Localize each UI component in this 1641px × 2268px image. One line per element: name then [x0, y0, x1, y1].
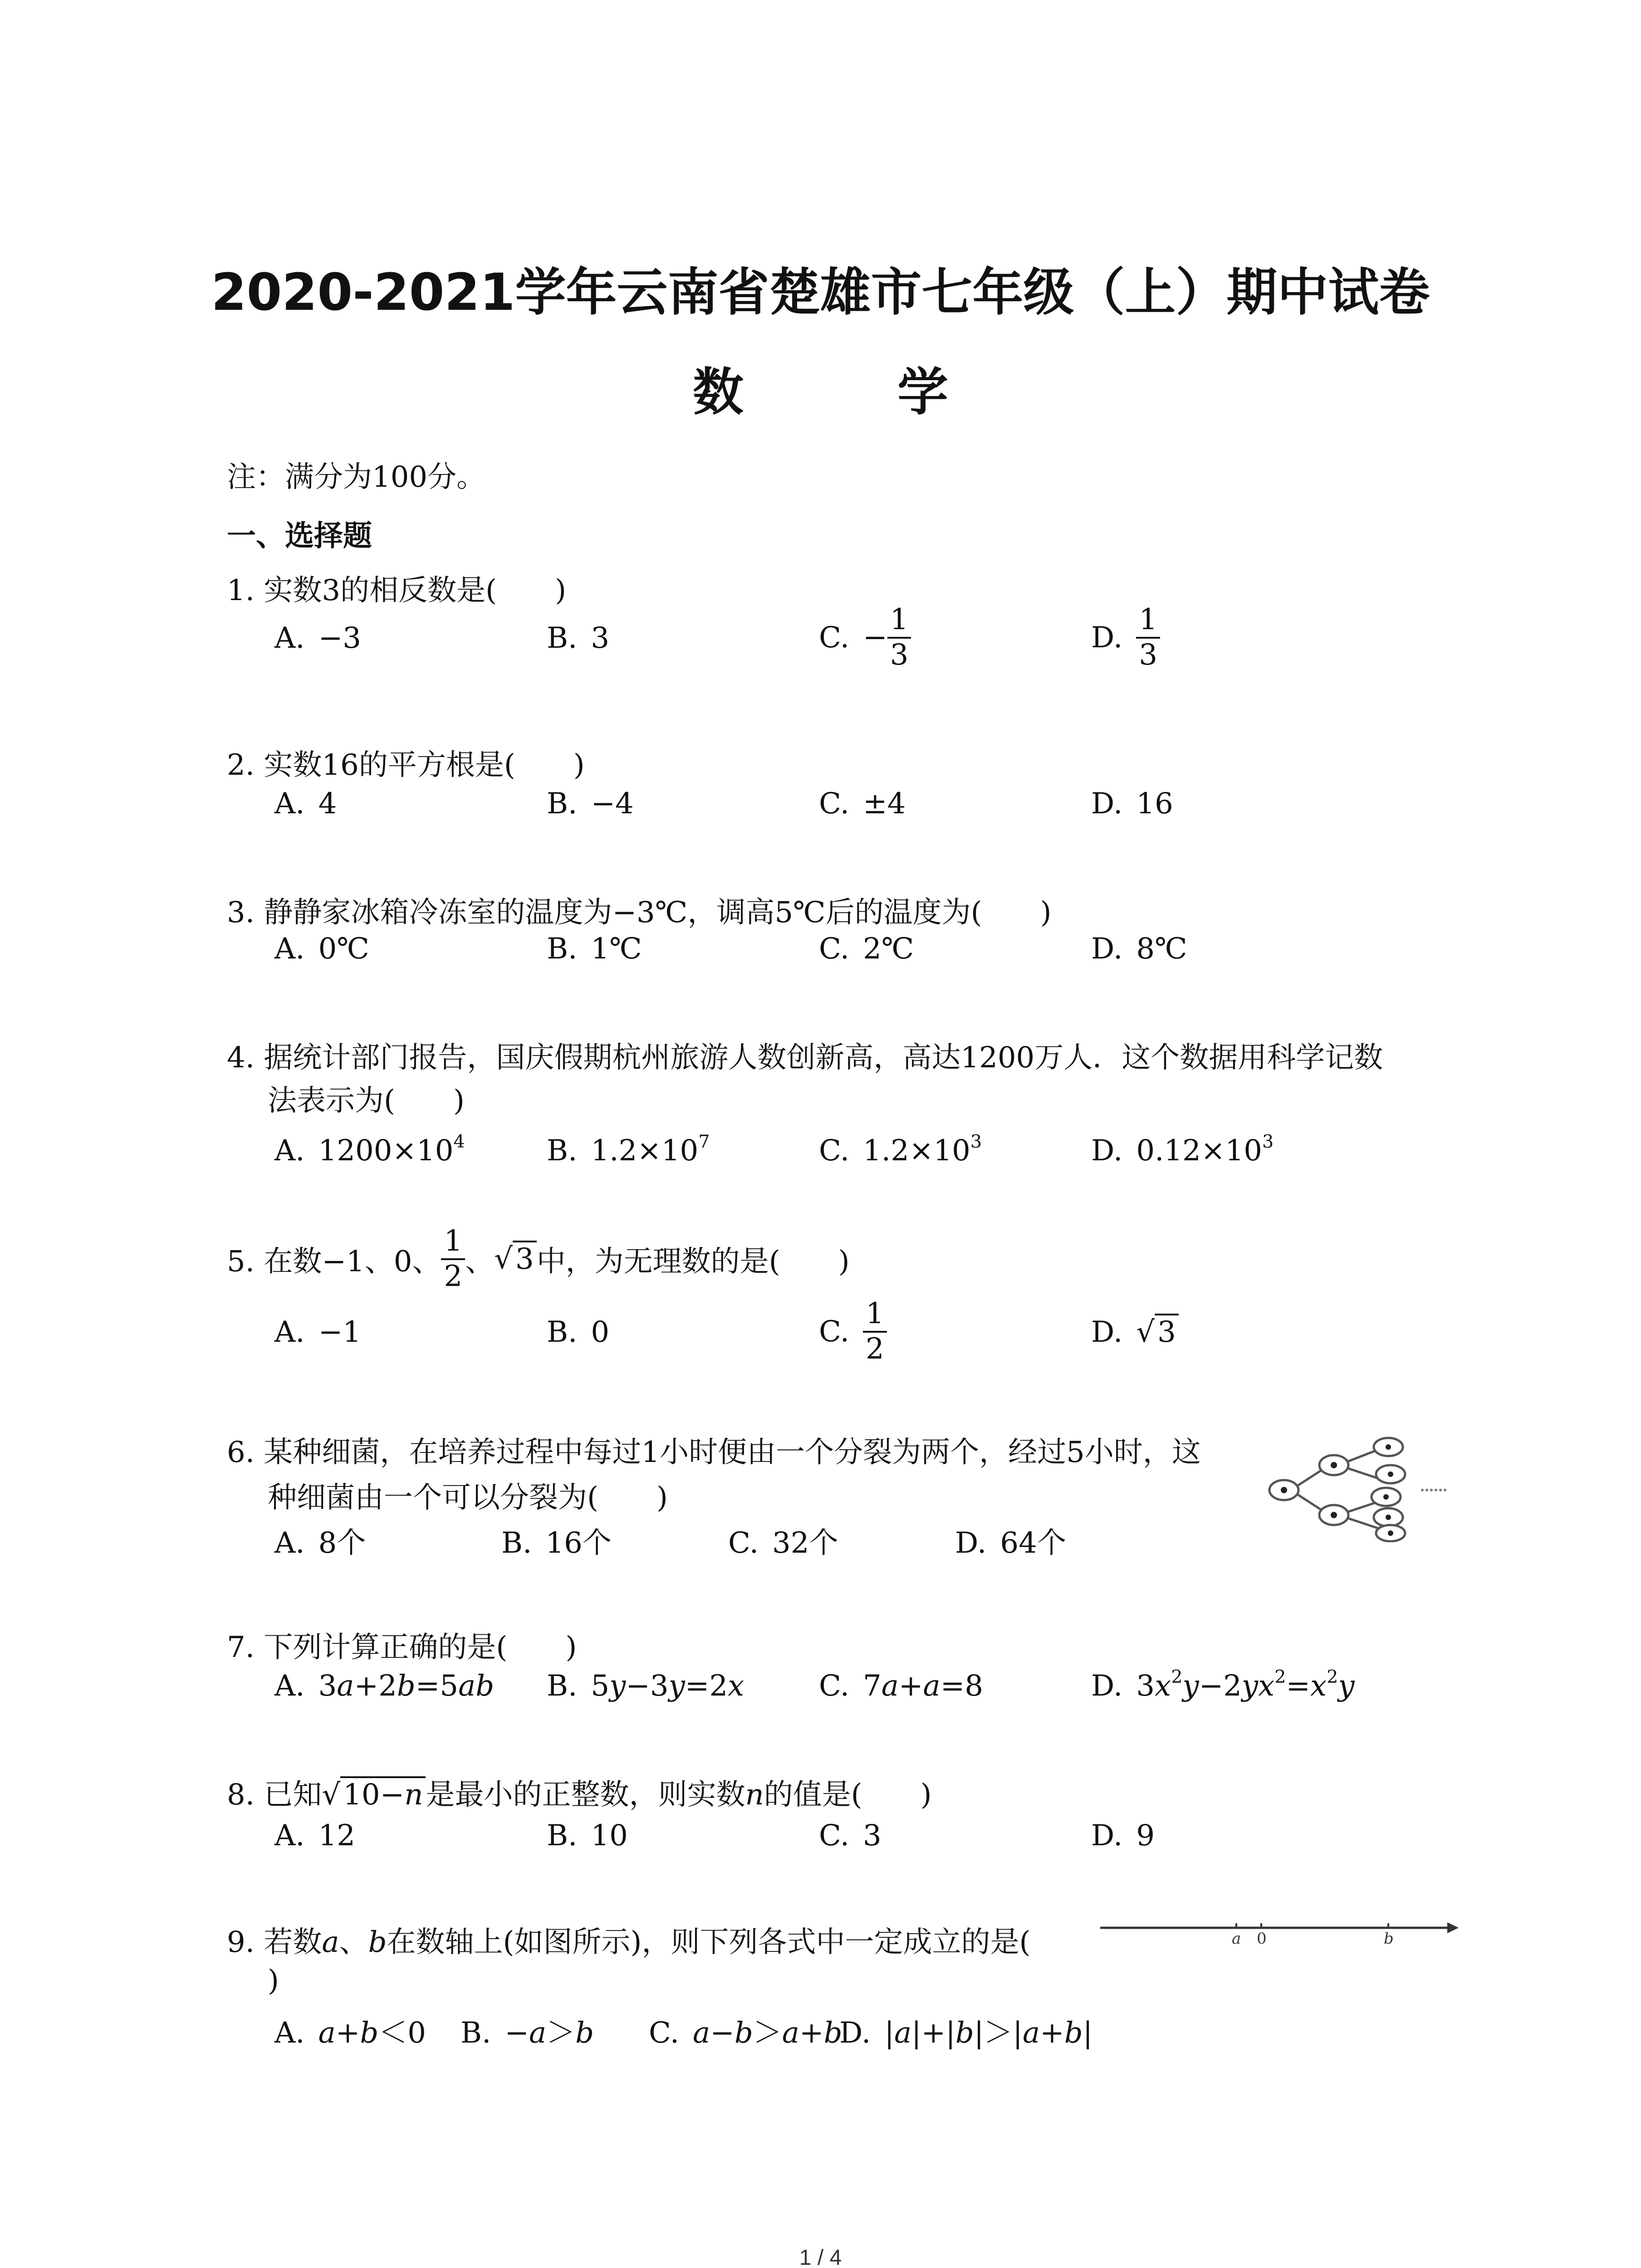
- number-line-label-0: 0: [1257, 1930, 1267, 1948]
- q6-option-d: D. 64个: [955, 1526, 1066, 1560]
- question-9-stem: 9. 若数a、b在数轴上(如图所示)，则下列各式中一定成立的是(: [227, 1926, 1031, 1959]
- q9-option-c: C. a−b＞a+b: [649, 2016, 843, 2050]
- q1-option-a: A. −3: [274, 621, 361, 655]
- question-9-stem-line2: ): [268, 1964, 279, 1998]
- q2-option-b: B. −4: [547, 787, 634, 821]
- q3-option-d: D. 8℃: [1091, 932, 1187, 966]
- section-heading-choice: 一、选择题: [227, 519, 372, 553]
- q7-option-a: A. 3a+2b=5ab: [274, 1669, 495, 1703]
- q4-option-c: C. $1.2\times 10^3$: [819, 1131, 982, 1168]
- q7-option-d: D. $3x^2y-2yx^2=x^2y$: [1091, 1667, 1355, 1703]
- q8-option-b: B. 10: [547, 1819, 628, 1853]
- q9-option-b: B. −a＞b: [460, 2016, 594, 2050]
- q2-option-c: C. ±4: [819, 787, 906, 821]
- question-3-stem: 3. 静静家冰箱冷冻室的温度为−3℃，调高5℃后的温度为( ): [227, 896, 1052, 929]
- page-title: 2020-2021学年云南省楚雄市七年级（上）期中试卷: [211, 263, 1430, 322]
- q1-option-d: D. $\frac{1}{3}$: [1091, 603, 1160, 672]
- q4-option-b: B. $1.2\times 10^7$: [547, 1131, 710, 1168]
- q9-option-a: A. a+b＜0: [274, 2016, 426, 2050]
- q3-option-a: A. 0℃: [274, 932, 369, 966]
- q6-option-a: A. 8个: [274, 1526, 366, 1560]
- q5-option-a: A. −1: [274, 1315, 361, 1349]
- q7-option-b: B. 5y−3y=2x: [547, 1669, 745, 1703]
- question-6-stem-line2: 种细菌由一个可以分裂为( ): [268, 1481, 668, 1515]
- number-line-label-a: a: [1232, 1930, 1241, 1948]
- q8-option-d: D. 9: [1091, 1819, 1155, 1853]
- score-note: 注：满分为100分。: [227, 460, 486, 494]
- q6-option-c: C. 32个: [728, 1526, 838, 1560]
- q1-option-b: B. 3: [547, 621, 610, 655]
- q9-option-d: D. |a|+|b|＞|a+b|: [839, 2016, 1093, 2050]
- q3-option-b: B. 1℃: [547, 932, 642, 966]
- q7-option-c: C. 7a+a=8: [819, 1669, 984, 1703]
- question-6-stem: 6. 某种细菌，在培养过程中每过1小时便由一个分裂为两个，经过5小时，这: [227, 1436, 1201, 1469]
- question-2-stem: 2. 实数16的平方根是( ): [227, 748, 585, 782]
- subject-title: 数 学: [693, 363, 1016, 422]
- question-5-stem: 5. 在数−1、0、 $\frac{1}{2}$ 、√3中，为无理数的是( ): [227, 1224, 850, 1293]
- q5-option-d: D. √3: [1091, 1315, 1179, 1349]
- number-line-label-b: b: [1384, 1930, 1394, 1948]
- q8-option-c: C. 3: [819, 1819, 882, 1853]
- q4-option-d: D. $0.12\times 10^3$: [1091, 1131, 1274, 1168]
- q1-option-c: C. − $\frac{1}{3}$: [819, 603, 911, 672]
- page-number: 1 / 4: [799, 2246, 842, 2268]
- question-7-stem: 7. 下列计算正确的是( ): [227, 1631, 577, 1664]
- number-line-diagram: [1098, 1914, 1461, 1955]
- question-4-stem: 4. 据统计部门报告，国庆假期杭州旅游人数创新高，高达1200万人．这个数据用科学记数: [227, 1041, 1383, 1075]
- q5-option-b: B. 0: [547, 1315, 610, 1349]
- q8-option-a: A. 12: [274, 1819, 355, 1853]
- q2-option-d: D. 16: [1091, 787, 1173, 821]
- q6-option-b: B. 16个: [501, 1526, 612, 1560]
- q3-option-c: C. 2℃: [819, 932, 914, 966]
- bacteria-division-diagram: [1266, 1429, 1456, 1542]
- question-4-stem-line2: 法表示为( ): [268, 1084, 465, 1118]
- q5-option-c: C. $\frac{1}{2}$: [819, 1297, 887, 1366]
- question-1-stem: 1. 实数3的相反数是( ): [227, 574, 567, 607]
- q2-option-a: A. 4: [274, 787, 337, 821]
- q4-option-a: A. $1200\times 10^4$: [274, 1131, 465, 1168]
- question-8-stem: 8. 已知√10−n是最小的正整数，则实数n的值是( ): [227, 1771, 932, 1813]
